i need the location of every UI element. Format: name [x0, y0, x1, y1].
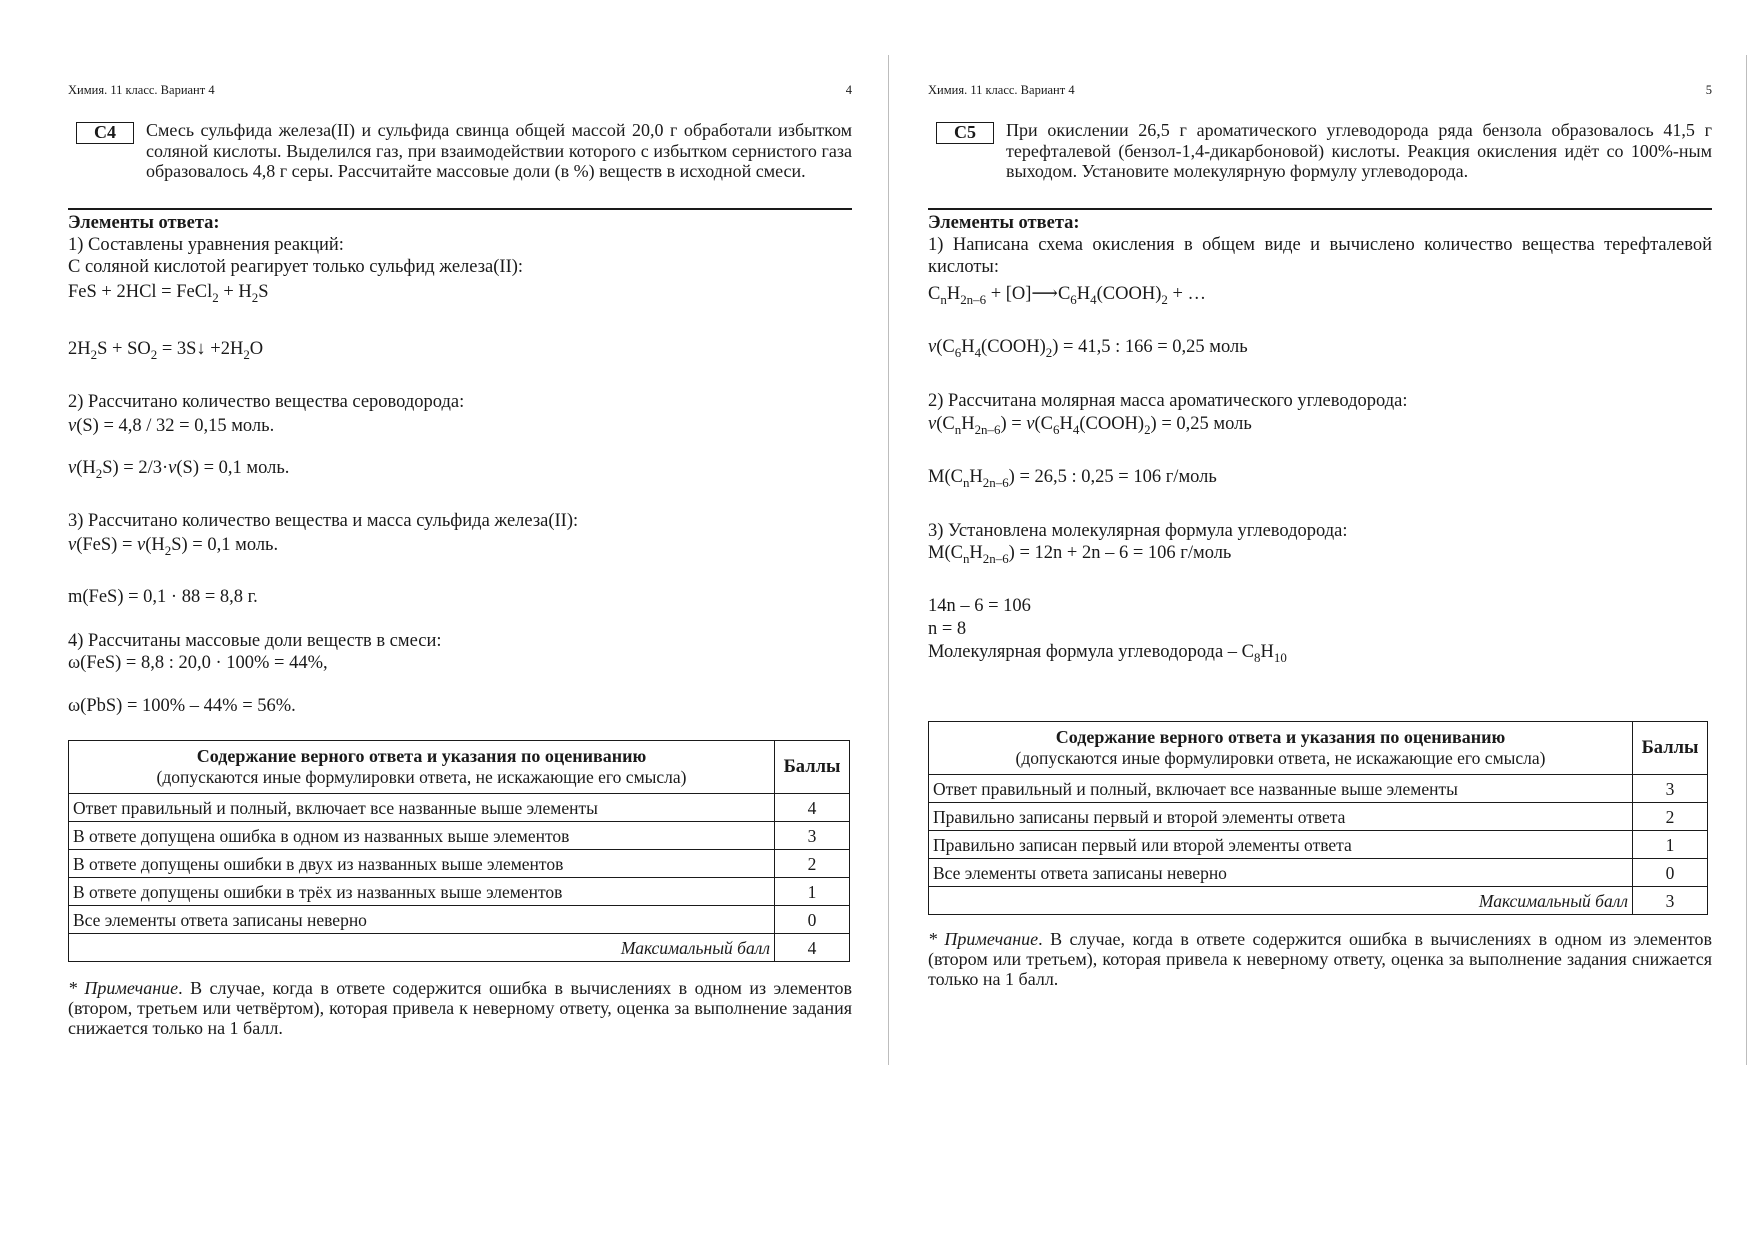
note-label: * Примечание [928, 929, 1039, 949]
equation-h2s-so2: $2H_2S + SO_2$ = 3S↓ $+2H_2O$ [68, 339, 264, 362]
score-cell: 0 [775, 906, 850, 934]
step-3-title: 3) Рассчитано количество вещества и масса сульфида железа(II): [68, 511, 579, 531]
note-text: . В случае, когда в ответе содержится ошибка в вычислениях в одном из элементов (втором, третьем или четвёртом), которая привела к неверному ответу, оценка за выполнение задания снижается только на 1 балл. [68, 978, 852, 1038]
calc-molar-mass: $M(C_nH_{2n-6}) = 26,5$ : 0,25 = 106 г/моль [928, 467, 1217, 490]
page-header [68, 83, 852, 98]
table-row [69, 906, 850, 934]
score-cell: 4 [775, 794, 850, 822]
criterion-cell: Ответ правильный и полный, включает все названные выше элементы [929, 775, 1633, 803]
equation-fes-hcl: FeS + 2HCl = FeCl$_2$ + $H_2S$ [68, 282, 269, 305]
divider-line [68, 208, 852, 210]
page-edge [1746, 55, 1747, 1065]
molecular-formula: Молекулярная формула углеводорода – $C_8H_{10}$ [928, 642, 1287, 665]
grading-table [928, 721, 1708, 915]
step-2-title: 2) Рассчитано количество вещества сероводорода: [68, 392, 465, 412]
step-1-title: 1) Написана схема окисления в общем виде и вычислено количество вещества терефталевой кислоты: [928, 235, 1712, 277]
score-cell: 3 [775, 822, 850, 850]
table-row [69, 878, 850, 906]
table-row [929, 859, 1708, 887]
table-max-row [69, 934, 850, 962]
criterion-cell: Правильно записан первый или второй элементы ответа [929, 831, 1633, 859]
left-page [68, 0, 852, 1239]
page-number: 4 [845, 83, 852, 97]
calc-m-fes: m(FeS) = 0,1 · 88 = 8,8 г. [68, 587, 258, 607]
criterion-cell: Все элементы ответа записаны неверно [929, 859, 1633, 887]
score-cell: 2 [1633, 803, 1708, 831]
max-score-label: Максимальный балл [69, 934, 775, 962]
calc-nu-hydrocarbon: $\nu(C_nH_{2n-6})$ = $\nu(C_6H_4(COOH)_2) = 0,25$ моль [928, 414, 1252, 437]
header-title: Химия. 11 класс. Вариант 4 [928, 83, 1075, 97]
criterion-cell: В ответе допущена ошибка в одном из названных выше элементов [69, 822, 775, 850]
calc-nu-h2s: $\nu(H_2S) = 2/3\cdot\nu(S) = 0,1$ моль. [68, 458, 290, 481]
score-cell: 1 [775, 878, 850, 906]
task-text: При окислении 26,5 г ароматического углеводорода ряда бензола образовалось 41,5 г терефталевой (бензол-1,4-дикарбоновой) кислоты. Реакция окисления идёт со 100%-ным выходом. Установите молекулярную формулу углеводорода. [1006, 120, 1712, 181]
header-title: Химия. 11 класс. Вариант 4 [68, 83, 215, 97]
score-cell: 3 [1633, 775, 1708, 803]
task-label: C5 [936, 122, 994, 144]
calc-w-pbs: ω(PbS) = 100% – 44% = 56%. [68, 696, 296, 716]
table-row [929, 775, 1708, 803]
note-text: . В случае, когда в ответе содержится ошибка в вычислениях в одном из элементов (втором или третьем), которая привела к неверному ответу, оценка за выполнение задания снижается только на 1 балл. [928, 929, 1712, 989]
table-header-score: Баллы [1633, 722, 1708, 775]
task-label: C4 [76, 122, 134, 144]
page-divider [888, 55, 889, 1065]
elements-title: Элементы ответа: [68, 213, 220, 233]
footnote [68, 978, 852, 1038]
task-c5 [928, 120, 1712, 182]
page-header [928, 83, 1712, 98]
table-row [69, 794, 850, 822]
task-c4 [68, 120, 852, 182]
right-page [928, 0, 1712, 1239]
step-4-title: 4) Рассчитаны массовые доли веществ в смеси: [68, 631, 442, 651]
table-row [69, 822, 850, 850]
table-row [929, 803, 1708, 831]
max-score-value: 3 [1633, 887, 1708, 915]
footnote [928, 929, 1712, 989]
table-row [929, 831, 1708, 859]
score-cell: 0 [1633, 859, 1708, 887]
step-1-title: 1) Составлены уравнения реакций: [68, 235, 344, 255]
table-max-row [929, 887, 1708, 915]
oxidation-scheme: $C_nH_{2n-6}$ + $[O]⟶C_6H_4(COOH)_2$ + … [928, 284, 1207, 307]
max-score-value: 4 [775, 934, 850, 962]
step-2-title: 2) Рассчитана молярная масса ароматического углеводорода: [928, 391, 1408, 411]
grading-table [68, 740, 850, 962]
elements-title: Элементы ответа: [928, 213, 1080, 233]
table-header-criteria: Содержание верного ответа и указания по оцениванию (допускаются иные формулировки ответа, не искажающие его смысла) [69, 741, 775, 794]
criterion-cell: В ответе допущены ошибки в трёх из названных выше элементов [69, 878, 775, 906]
criterion-cell: Ответ правильный и полный, включает все названные выше элементы [69, 794, 775, 822]
calc-nu-fes: $\nu(FeS) = \nu(H_2S) = 0,1$ моль. [68, 535, 279, 558]
table-header-criteria: Содержание верного ответа и указания по оцениванию (допускаются иные формулировки ответа, не искажающие его смысла) [929, 722, 1633, 775]
eq-14n: 14n – 6 = 106 [928, 596, 1031, 616]
note-label: * Примечание [68, 978, 179, 998]
eq-n: n = 8 [928, 619, 967, 639]
divider-line [928, 208, 1712, 210]
table-row [69, 850, 850, 878]
criterion-cell: Правильно записаны первый и второй элементы ответа [929, 803, 1633, 831]
calc-molar-mass-formula: $M(C_nH_{2n-6}) = 12n + 2n - 6 = 106$ г/моль [928, 543, 1232, 566]
table-header-score: Баллы [775, 741, 850, 794]
score-cell: 2 [775, 850, 850, 878]
table-header-row [69, 741, 850, 794]
criterion-cell: Все элементы ответа записаны неверно [69, 906, 775, 934]
table-header-row [929, 722, 1708, 775]
step-3-title: 3) Установлена молекулярная формула углеводорода: [928, 521, 1348, 541]
criterion-cell: В ответе допущены ошибки в двух из названных выше элементов [69, 850, 775, 878]
max-score-label: Максимальный балл [929, 887, 1633, 915]
score-cell: 1 [1633, 831, 1708, 859]
calc-nu-s: ν(S) = 4,8 / 32 = 0,15 моль. [68, 416, 275, 436]
step-1-note: С соляной кислотой реагирует только сульфид железа(II): [68, 257, 524, 277]
task-text: Смесь сульфида железа(II) и сульфида свинца общей массой 20,0 г обработали избытком соляной кислоты. Выделился газ, при взаимодействии которого с избытком сернистого газа образовалось 4,8 г серы. Рассчитайте массовые доли (в %) веществ в исходной смеси. [146, 120, 852, 181]
calc-w-fes: ω(FeS) = 8,8 : 20,0 · 100% = 44%, [68, 653, 328, 673]
page-number: 5 [1705, 83, 1712, 97]
calc-nu-acid: $\nu(C_6H_4(COOH)_2) = 41,5$ : 166 = 0,25 моль [928, 337, 1248, 360]
